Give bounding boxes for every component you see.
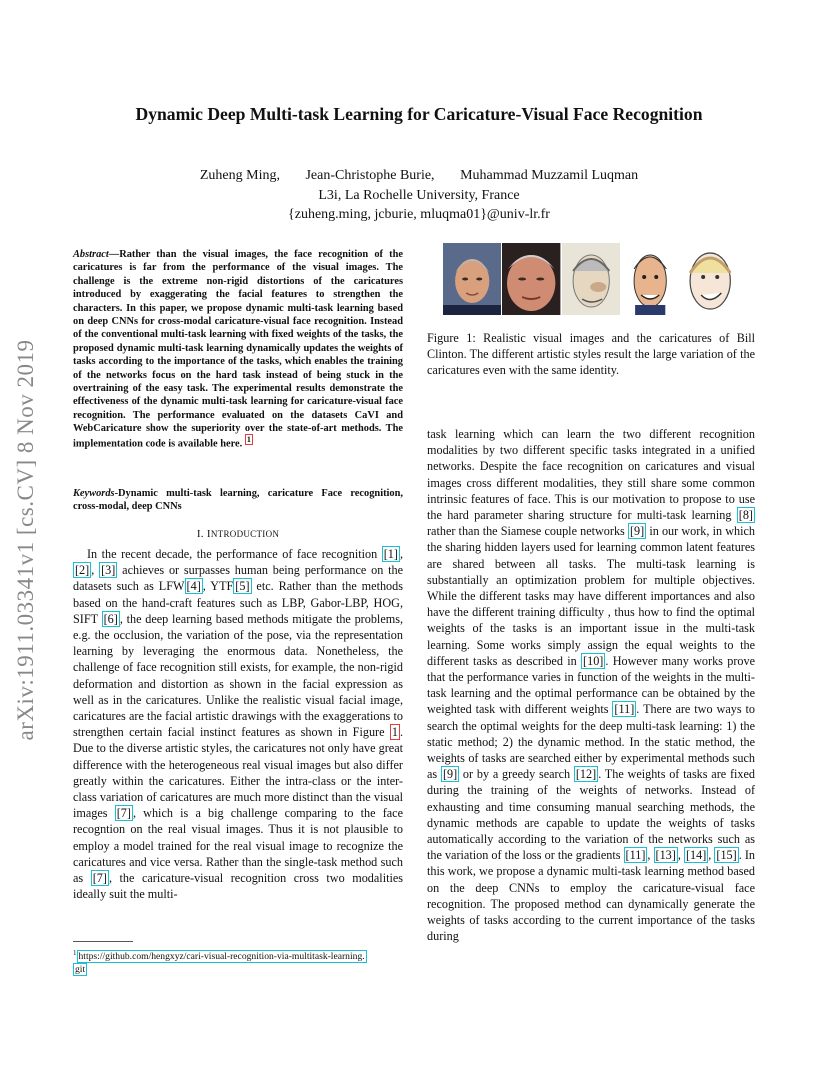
author-block	[60, 166, 778, 225]
author-emails: {zuheng.ming, jcburie, mluqma01}@univ-lr.fr	[288, 207, 550, 222]
footnote-mark: 1	[73, 949, 77, 957]
citation-link[interactable]: [9]	[442, 767, 458, 782]
body-text: . However many works prove that the performance varies in function of the weights in the multi-task learning and the optimal performance can be obtained by the weighted task with different weights	[427, 653, 755, 717]
body-text: task learning which can learn the two different recognition modalities by two different specific tasks integrated in a unified networks. Despite the face recognition on caricatures and visual images cross different modalities, they still share some common intrinsic features of face. This is our motivation to propose to use the hard parameter sharing structure for multi-task learning	[427, 427, 755, 523]
body-text: . In this work, we propose a dynamic multi-task learning method based on the deep CNNs to employ the caricature-visual face recognition. The proposed method can dynamically generate the weights of tasks according to the current importance of the tasks during	[427, 848, 755, 944]
keywords-label: Keywords	[73, 488, 115, 499]
citation-link[interactable]: [1]	[383, 547, 398, 561]
body-text: . There are two ways to search the optimal weights for the deep multi-task learning: 1) the static method; 2) the dynamic method. In the static method, the weights of tasks are searched either by experimental methods such as	[427, 702, 755, 782]
body-text: achieves or surpasses human being performance on the datasets such as LFW	[73, 563, 404, 594]
citation-link[interactable]: [4]	[186, 579, 201, 594]
figure-link[interactable]: 1	[391, 725, 398, 740]
section-title-initial: I	[206, 528, 211, 540]
body-text: , the caricature-visual recognition cross two modalities ideally suit the multi-	[73, 871, 404, 902]
keywords	[73, 487, 403, 514]
footnote-url-link-cont[interactable]: git	[75, 963, 86, 975]
footnote-url-link[interactable]: https://github.com/hengxyz/cari-visual-recognition-via-multitask-learning.	[78, 951, 365, 963]
author-name: Muhammad Muzzamil Luqman	[460, 168, 639, 183]
paper-title: Dynamic Deep Multi-task Learning for Caricature-Visual Face Recognition	[135, 104, 703, 124]
section-number: I.	[196, 528, 204, 540]
arxiv-stamp-text: arXiv:1911.03341v1 [cs.CV] 8 Nov 2019	[13, 339, 38, 741]
body-text: rather than the Siamese couple networks	[427, 524, 628, 539]
arxiv-stamp	[2, 260, 50, 820]
citation-link[interactable]: [15]	[716, 848, 737, 863]
caricature-2	[621, 243, 679, 315]
citation-link[interactable]: [10]	[583, 653, 604, 668]
face-photo-icon	[443, 243, 501, 315]
body-text: . Due to the diverse artistic styles, the caricatures not only have great difference with the heterogeneous real visual images but also differ greatly within the caricatures. Either the intra-class or the inter-class variation of caricatures are much more distinct than the visual images	[73, 725, 403, 821]
affiliation: L3i, La Rochelle University, France	[318, 187, 520, 203]
body-text: , which is a big challenge comparing to the face recogntion on the real visual images. Thus it is not plausible to employ a model trained for the real visual image to recognize the caricatures and vice versa. Rather than the single-task method such as	[73, 806, 403, 886]
body-text: ,	[647, 848, 654, 863]
body-text: ,	[677, 848, 684, 863]
citation-link[interactable]: [7]	[92, 871, 107, 886]
citation-link[interactable]: [13]	[655, 848, 676, 863]
citation-link[interactable]: [7]	[116, 806, 131, 821]
body-text: . The weights of tasks are fixed during the training of the weights of networks. Instead of exhausting and time consuming manual searching methods, the dynamic methods are capable to update the weights of tasks automatically according to the variation of the networks such as the variation of the loss or the gradients	[427, 767, 756, 863]
caricature-1	[562, 243, 620, 315]
face-closeup-icon	[502, 243, 560, 315]
citation-link[interactable]: [2]	[75, 563, 90, 578]
citation-link[interactable]: [6]	[103, 611, 118, 626]
citation-link[interactable]: [8]	[738, 508, 753, 523]
caricature-cartoon-icon	[621, 243, 679, 315]
abstract	[73, 248, 403, 451]
body-paragraph-col2	[427, 426, 755, 945]
citation-link[interactable]: [11]	[614, 702, 635, 717]
body-text: , YTF	[202, 579, 234, 594]
citation-link[interactable]: [11]	[625, 848, 646, 863]
abstract-label: Abstract	[73, 249, 109, 260]
figure-caption: Figure 1: Realistic visual images and the caricatures of Bill Clinton. The different artistic styles result the large variation of the caricatures even with the same identity.	[427, 331, 755, 378]
caricature-drawing-icon	[681, 243, 739, 315]
author-name: Zuheng Ming,	[199, 168, 280, 183]
body-text: In the recent decade, the performance of face recognition	[87, 547, 382, 561]
author-name: Jean-Christophe Burie,	[305, 168, 435, 183]
body-text: , the deep learning based methods mitigate the problems, e.g. the occlusion, the variation of the pose, via the representation learning by leveraging the enormous data. Nonetheless, the challenge of face recognition still exists, for example, the non-rigid deformation and distortion as shown in the facial expression as well as in the caricatures. Unlike the realistic visual facial image, caricatures are the facial artistic drawings with the exaggerations to strengthen certain facial instinct features as shown in Figure	[73, 611, 403, 740]
body-text: etc. Rather than the methods based on the hand-craft features such as LBP, Gabor-LBP, HOG, SIFT	[73, 579, 403, 626]
caricature-3	[681, 243, 739, 315]
face-photo-2	[502, 243, 560, 315]
abstract-text: —Rather than the visual images, the face recognition of the caricatures is far from the performance of the visual images. The challenge is the extreme non-rigid distortions of the caricatures introduced by exaggerating the facial features to strengthen the characters. In this paper, we propose dynamic multi-task learning based on deep CNNs for cross-modal caricature-visual face recognition. Instead of the conventional multi-task learning with fixed weights of the tasks, the proposed dynamic multi-task learning dynamically updates the weights of tasks according to the importance of the tasks, which enables the training of the networks focus on the hard task instead of being stuck in the overtraining of the easy task. The experimental results demonstrate the effectiveness of the dynamic multi-task learning for caricature-visual face recognition. The performance evaluated on the datasets CaVI and WebCaricature show the superiority over the state-of-art methods. The implementation code is available here.	[73, 249, 403, 450]
body-text: or by a greedy search	[459, 767, 574, 782]
body-text: in our work, in which the sharing hidden layers used for learning common latent features are shared between all tasks. The multi-task learning is substantially an optimization problem for multiple objectives. While the different tasks may have different importances and also have the different training difficulty , thus how to find the optimal weights of the tasks is an important issue in the multi-task learning. Some works simply assign the equal weights to the different tasks as described in	[427, 524, 755, 668]
footnote-divider	[73, 941, 133, 942]
body-text: ,	[708, 848, 715, 863]
footnote-link[interactable]: 1	[246, 434, 251, 444]
figure-1-images	[443, 243, 739, 315]
caricature-sketch-icon	[562, 243, 620, 315]
citation-link[interactable]: [12]	[575, 767, 597, 782]
keywords-text: -Dynamic multi-task learning, caricature Face recognition, cross-modal, deep CNNs	[73, 488, 403, 513]
footnote	[73, 947, 413, 976]
author-list	[60, 166, 778, 186]
body-text: ,	[91, 563, 100, 578]
section-title-rest: NTRODUCTION	[210, 529, 280, 539]
citation-link[interactable]: [14]	[685, 848, 707, 863]
citation-link[interactable]: [9]	[629, 524, 645, 539]
section-heading	[73, 528, 403, 540]
citation-link[interactable]: [5]	[235, 579, 250, 594]
intro-paragraph	[73, 546, 403, 902]
citation-link[interactable]: [3]	[101, 563, 116, 578]
body-text: ,	[399, 547, 403, 561]
face-photo-1	[443, 243, 501, 315]
